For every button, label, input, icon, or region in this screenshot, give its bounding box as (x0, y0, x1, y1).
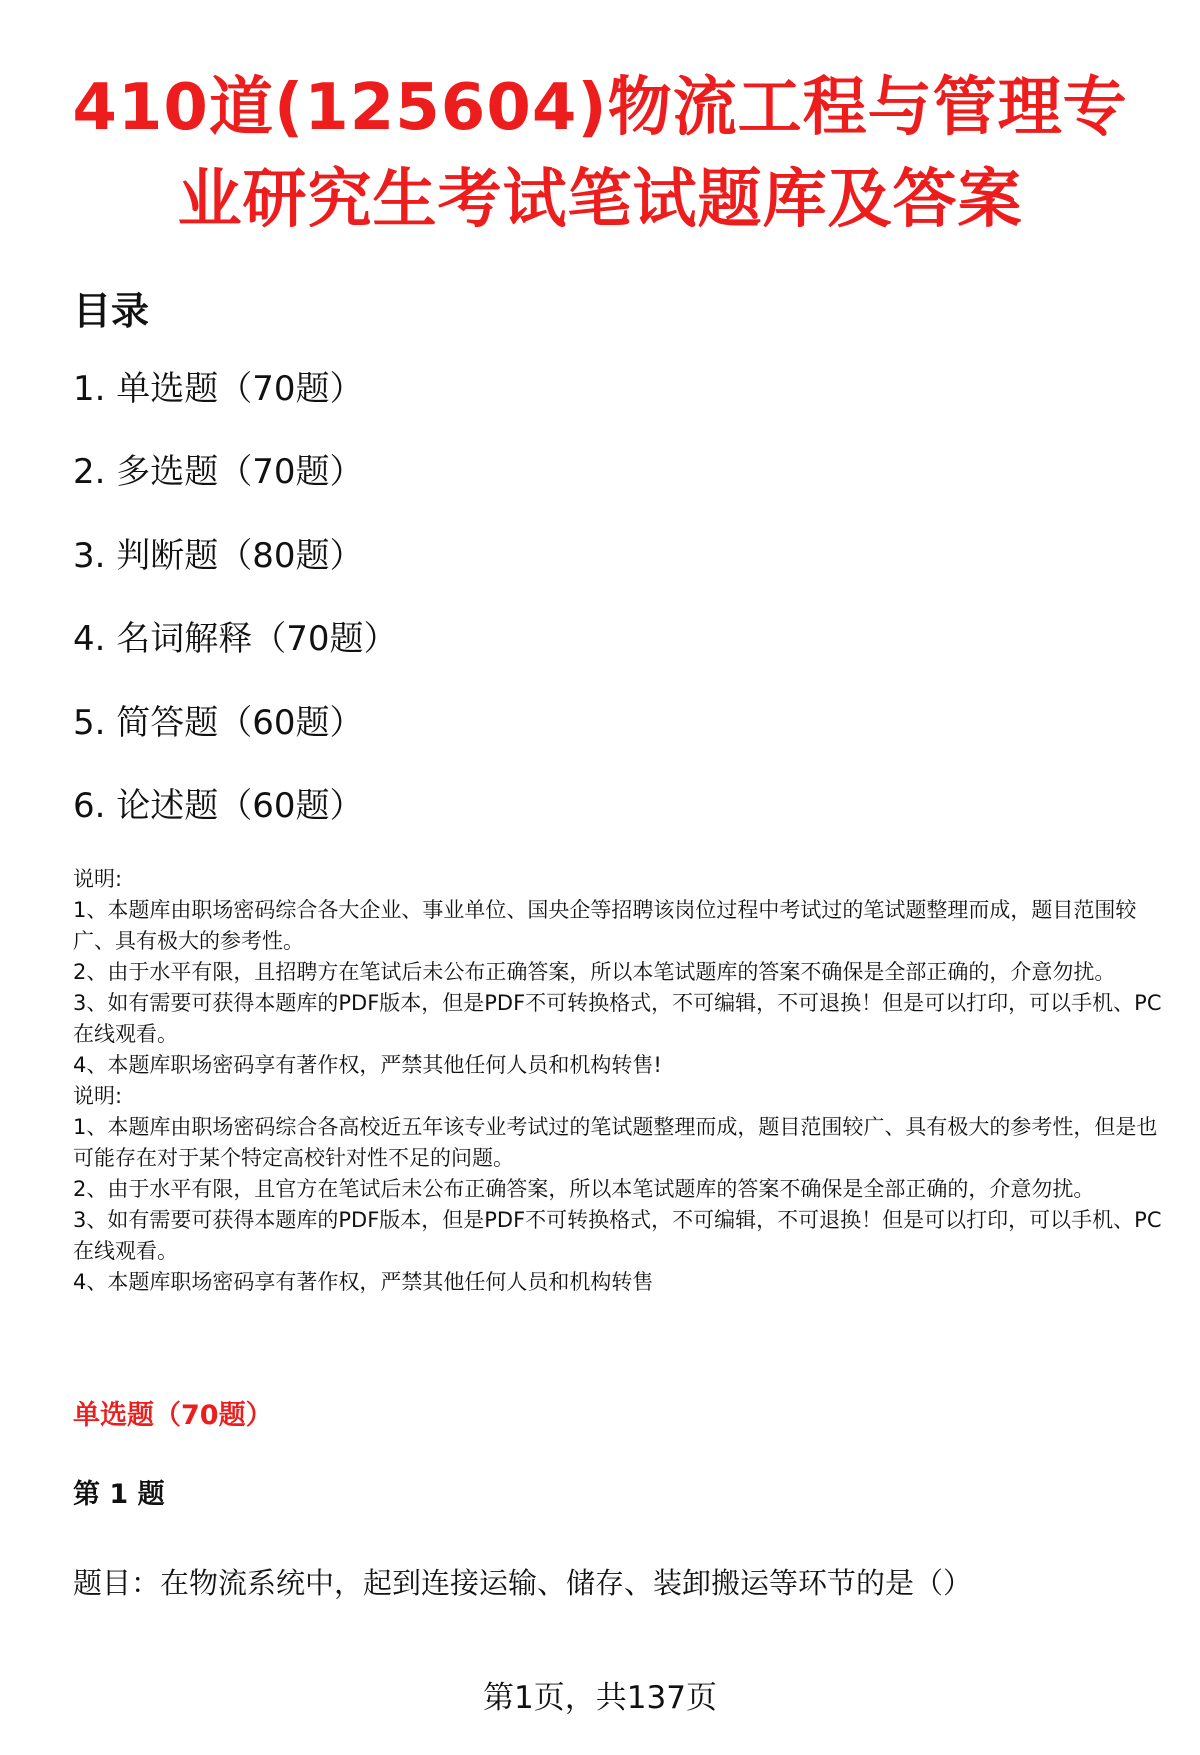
note-line: 3、如有需要可获得本题库的PDF版本，但是PDF不可转换格式，不可编辑，不可退换！但是可以打印，可以手机、PC在线观看。 (73, 1208, 1162, 1263)
toc-item[interactable]: 4. 名词解释（70题） (73, 619, 398, 660)
note-line: 3、如有需要可获得本题库的PDF版本，但是PDF不可转换格式，不可编辑，不可退换！但是可以打印，可以手机、PC在线观看。 (73, 991, 1162, 1046)
toc-item[interactable]: 6. 论述题（60题） (73, 785, 364, 826)
question-text: 题目：在物流系统中，起到连接运输、储存、装卸搬运等环节的是（） (73, 1566, 973, 1600)
note-line: 4、本题库职场密码享有著作权，严禁其他任何人员和机构转售! (73, 1053, 662, 1077)
note-line: 2、由于水平有限，且官方在笔试后未公布正确答案，所以本笔试题库的答案不确保是全部正确的，介意勿扰。 (73, 1177, 1095, 1201)
note-line: 说明: (73, 1084, 123, 1108)
section-heading: 单选题（70题） (73, 1400, 273, 1431)
note-line: 1、本题库由职场密码综合各大企业、事业单位、国央企等招聘该岗位过程中考试过的笔试题整理而成，题目范围较广、具有极大的参考性。 (73, 898, 1137, 953)
note-line: 1、本题库由职场密码综合各高校近五年该专业考试过的笔试题整理而成，题目范围较广、具有极大的参考性，但是也可能存在对于某个特定高校针对性不足的问题。 (73, 1115, 1158, 1170)
document-title: 410道(125604)物流工程与管理专业研究生考试笔试题库及答案 (72, 71, 1128, 237)
toc-item[interactable]: 1. 单选题（70题） (73, 369, 364, 409)
toc-item[interactable]: 5. 简答题（60题） (73, 702, 364, 743)
note-line: 4、本题库职场密码享有著作权，严禁其他任何人员和机构转售 (73, 1270, 654, 1294)
toc-item[interactable]: 3. 判断题（80题） (73, 535, 364, 576)
note-line: 2、由于水平有限，且招聘方在笔试后未公布正确答案，所以本笔试题库的答案不确保是全部正确的，介意勿扰。 (73, 960, 1116, 984)
page-footer: 第1页，共137页 (483, 1680, 717, 1716)
toc-heading: 目录 (73, 289, 150, 333)
notes-block (73, 864, 1163, 1298)
toc-item[interactable]: 2. 多选题（70题） (73, 452, 364, 493)
question-number: 第 1 题 (73, 1479, 165, 1510)
table-of-contents (73, 362, 398, 862)
note-line: 说明: (73, 867, 123, 891)
